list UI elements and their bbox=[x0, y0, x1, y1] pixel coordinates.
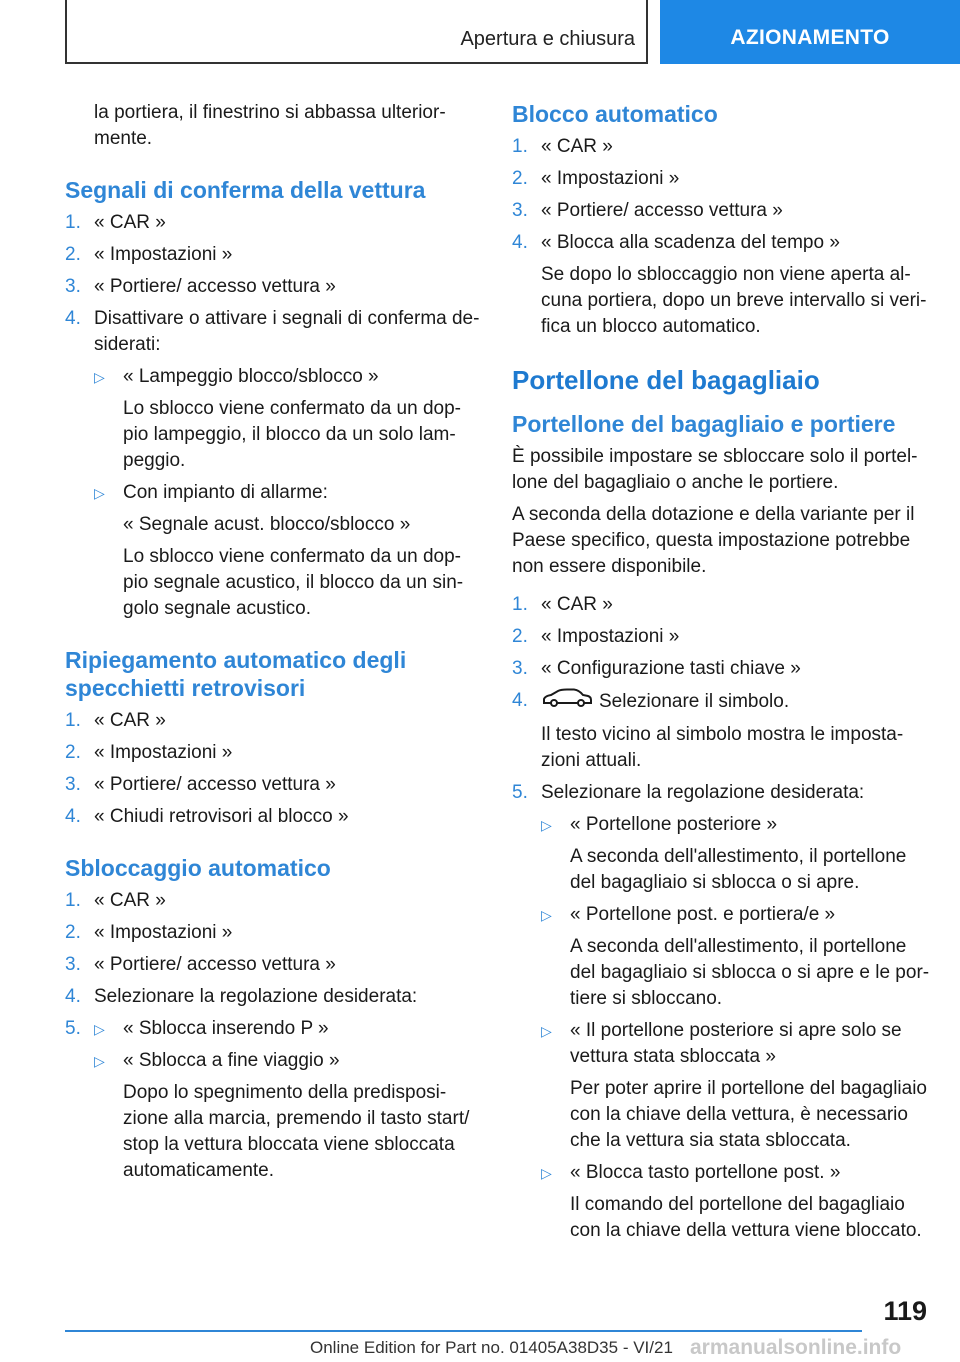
list-item: 2. « Impostazioni » bbox=[65, 922, 233, 943]
triangle-bullet-icon: ▷ bbox=[541, 1165, 552, 1181]
list-item: 4. Disattivare o attivare i segnali di conferma de- siderati: bbox=[65, 308, 480, 355]
sub-item-text: A seconda dell'allestimento, il portellone del bagagliaio si sblocca o si apre. bbox=[570, 846, 907, 893]
triangle-bullet-icon: ▷ bbox=[94, 1021, 105, 1037]
list-item: 3. « Portiere/ accesso vettura » bbox=[65, 774, 336, 795]
section-title: Segnali di conferma della vettura bbox=[65, 177, 426, 203]
footer-watermark: armanualsonline.info bbox=[690, 1336, 902, 1359]
header-tab: AZIONAMENTO bbox=[660, 0, 960, 64]
sub-item: ▷ « Portellone posteriore » bbox=[512, 812, 932, 838]
list-item: 2. « Impostazioni » bbox=[512, 168, 680, 189]
header-section-title: Apertura e chiusura bbox=[460, 28, 635, 50]
continued-text: la portiera, il finestrino si abbassa ulterior- mente. bbox=[94, 102, 446, 149]
list-item: 1. « CAR » bbox=[65, 710, 166, 731]
list-item: 3. « Portiere/ accesso vettura » bbox=[65, 954, 336, 975]
item-text: Il testo vicino al simbolo mostra le imposta- zioni attuali. bbox=[541, 724, 904, 771]
left-column bbox=[65, 100, 485, 1190]
sub-item: ▷ « Sblocca a fine viaggio » bbox=[65, 1048, 485, 1074]
list-item: 1. « CAR » bbox=[512, 136, 613, 157]
paragraph: A seconda della dotazione e della variante per il Paese specifico, questa impostazione potrebbe non essere disponibile. bbox=[512, 504, 915, 577]
triangle-bullet-icon: ▷ bbox=[541, 907, 552, 923]
sub-item-text: A seconda dell'allestimento, il portellone del bagagliaio si sblocca o si apre e le por- tiere si sbloccano. bbox=[570, 936, 930, 1009]
list-item: 3. « Portiere/ accesso vettura » bbox=[512, 200, 783, 221]
page-number: 119 bbox=[883, 1296, 927, 1326]
chapter-title: Portellone del bagagliaio bbox=[512, 365, 820, 395]
section-title: Sbloccaggio automatico bbox=[65, 855, 331, 881]
triangle-bullet-icon: ▷ bbox=[94, 485, 105, 501]
list-item: 4. Selezionare la regolazione desiderata: bbox=[65, 986, 418, 1007]
sub-item-text: Lo sblocco viene confermato da un dop- pio lampeggio, il blocco da un solo lam- peggio. bbox=[123, 398, 461, 471]
section-title: Blocco automatico bbox=[512, 101, 718, 127]
paragraph: È possibile impostare se sbloccare solo il portel- lone del bagagliaio o anche le portiere. bbox=[512, 446, 918, 493]
sub-item-text: Lo sblocco viene confermato da un dop- pio segnale acustico, il blocco da un sin- golo segnale acustico. bbox=[123, 546, 464, 619]
triangle-bullet-icon: ▷ bbox=[541, 1023, 552, 1039]
list-item: 2. « Impostazioni » bbox=[65, 244, 233, 265]
sub-item: ▷ « Portellone post. e portiera/e » bbox=[512, 902, 932, 928]
sub-item-text: Il comando del portellone del bagagliaio con la chiave della vettura viene bloccato. bbox=[570, 1194, 922, 1241]
list-item: 2. « Impostazioni » bbox=[65, 742, 233, 763]
sub-item-text: « Segnale acust. blocco/sblocco » bbox=[123, 514, 411, 535]
sub-item: ▷ « Il portellone posteriore si apre solo se vettura stata sbloccata » bbox=[541, 1020, 902, 1067]
triangle-bullet-icon: ▷ bbox=[94, 369, 105, 385]
right-column bbox=[512, 100, 932, 1250]
list-item: 4. « Blocca alla scadenza del tempo » bbox=[512, 232, 840, 253]
list-item: 2. « Impostazioni » bbox=[512, 626, 680, 647]
section-title: Ripiegamento automatico degli specchietti retrovisori bbox=[65, 647, 407, 701]
list-item: 5. Selezionare la regolazione desiderata: bbox=[512, 782, 865, 803]
list-item: 1. « CAR » bbox=[65, 212, 166, 233]
footer-edition: Online Edition for Part no. 01405A38D35 - VI/21 bbox=[310, 1338, 673, 1357]
triangle-bullet-icon: ▷ bbox=[541, 817, 552, 833]
list-item: 1. « CAR » bbox=[65, 890, 166, 911]
triangle-bullet-icon: ▷ bbox=[94, 1053, 105, 1069]
item-text: Se dopo lo sbloccaggio non viene aperta al- cuna portiera, dopo un breve intervallo si veri- fica un blocco automatico. bbox=[541, 264, 927, 337]
list-item: 1. « CAR » bbox=[512, 594, 613, 615]
list-item: 3. « Portiere/ accesso vettura » bbox=[65, 276, 336, 297]
list-item: 4. « Chiudi retrovisori al blocco » bbox=[65, 806, 349, 827]
car-icon bbox=[541, 688, 593, 716]
sub-item: ▷ « Blocca tasto portellone post. » bbox=[512, 1160, 932, 1186]
sub-item-text: Dopo lo spegnimento della predisposi- zione alla marcia, premendo il tasto start/ stop la vettura bloccata viene sbloccata automaticamente. bbox=[123, 1082, 470, 1181]
list-item: 3. « Configurazione tasti chiave » bbox=[512, 658, 801, 679]
sub-item-text: Per poter aprire il portellone del bagagliaio con la chiave della vettura, è necessario che la vettura sia stata sbloccata. bbox=[570, 1078, 928, 1151]
footer-divider bbox=[65, 1330, 862, 1332]
sub-item: ▷ « Lampeggio blocco/sblocco » bbox=[65, 364, 485, 390]
list-item: 4. Selezionare il simbolo. bbox=[512, 688, 932, 716]
list-item: 5. ▷ « Sblocca inserendo P » bbox=[65, 1016, 485, 1042]
section-title: Portellone del bagagliaio e portiere bbox=[512, 411, 896, 437]
sub-item: ▷ Con impianto di allarme: bbox=[65, 480, 485, 506]
